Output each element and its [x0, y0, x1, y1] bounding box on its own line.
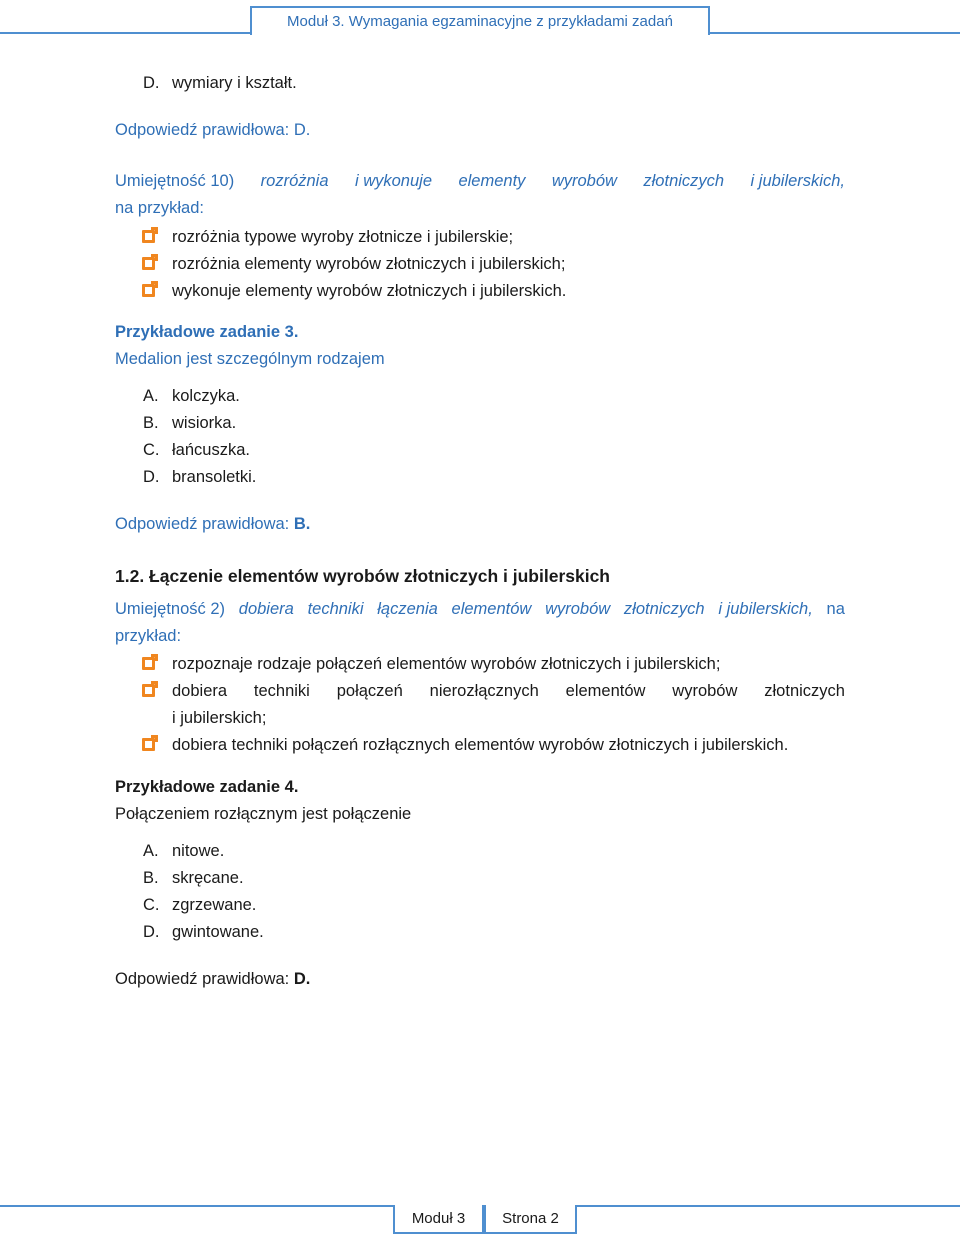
- option-letter: D.: [143, 468, 160, 486]
- task3-option: [143, 387, 240, 406]
- skill-word: wyrobów: [545, 600, 611, 618]
- task4-option: [143, 869, 244, 888]
- skill-word: techniki: [307, 600, 364, 618]
- option-letter: C.: [143, 441, 160, 459]
- task3-option: [143, 414, 236, 433]
- bullet-word: połączeń: [336, 682, 403, 700]
- skill-word: elementy: [458, 172, 526, 190]
- footer-page: Strona 2: [502, 1210, 559, 1227]
- option-text: skręcane.: [172, 869, 244, 887]
- skill10-line: [115, 172, 845, 191]
- task3-title: Przykładowe zadanie 3.: [115, 323, 299, 341]
- bullet-word: elementów: [565, 682, 646, 700]
- skill-word: na: [826, 600, 845, 618]
- option-letter: B.: [143, 869, 159, 887]
- task4-option: [143, 842, 224, 861]
- option-d: [143, 74, 297, 93]
- checkbox-bullet-icon: [142, 284, 155, 297]
- skill-word: złotniczych: [643, 172, 725, 190]
- checkbox-bullet-icon: [142, 230, 155, 243]
- option-text: kolczyka.: [172, 387, 240, 405]
- section-heading: 1.2. Łączenie elementów wyrobów złotniczych i jubilerskich: [115, 566, 610, 586]
- checkbox-bullet-icon: [142, 684, 155, 697]
- checkbox-bullet-icon: [142, 738, 155, 751]
- skill2-bullet: dobiera techniki połączeń rozłącznych elementów wyrobów złotniczych i jubilerskich.: [172, 736, 789, 754]
- task4-question: Połączeniem rozłącznym jest połączenie: [115, 805, 412, 823]
- task3-option: [143, 468, 256, 487]
- checkbox-bullet-icon: [142, 657, 155, 670]
- answer-value: B.: [293, 515, 311, 533]
- task4-title: Przykładowe zadanie 4.: [115, 778, 299, 796]
- skill10-line2: na przykład:: [115, 199, 204, 217]
- task3-option: [143, 441, 250, 460]
- bullet-word: wyrobów: [672, 682, 738, 700]
- option-letter: B.: [143, 414, 159, 432]
- skill-word: i jubilerskich,: [750, 172, 845, 190]
- skill-word: elementów: [451, 600, 532, 618]
- skill-word: dobiera: [238, 600, 294, 618]
- task4-option: [143, 923, 264, 942]
- option-text: łańcuszka.: [172, 441, 250, 459]
- skill2-line2: przykład:: [115, 627, 182, 645]
- option-text: bransoletki.: [172, 468, 257, 486]
- skill2-line: [115, 600, 845, 619]
- skill-word: rozróżnia: [260, 172, 329, 190]
- bullet-word: złotniczych: [764, 682, 845, 700]
- skill-word: i jubilerskich,: [718, 600, 813, 618]
- option-text: gwintowane.: [172, 923, 264, 941]
- skill10-bullet: wykonuje elementy wyrobów złotniczych i jubilerskich.: [172, 282, 567, 300]
- answer-line: [115, 515, 310, 534]
- option-letter: D.: [143, 923, 160, 941]
- task3-question: Medalion jest szczególnym rodzajem: [115, 350, 385, 368]
- footer-page-box: [484, 1205, 577, 1234]
- answer-line: [115, 121, 310, 140]
- answer-value: D.: [293, 121, 311, 139]
- header-title: Moduł 3. Wymagania egzaminacyjne z przykładami zadań: [287, 13, 673, 30]
- task4-option: [143, 896, 256, 915]
- option-text: nitowe.: [172, 842, 225, 860]
- skill-prefix: Umiejętność 2): [115, 600, 226, 618]
- footer-module: Moduł 3: [411, 1210, 466, 1227]
- skill2-bullet-cont: i jubilerskich;: [172, 709, 267, 727]
- skill-prefix: Umiejętność 10): [115, 172, 235, 190]
- header-tab: [250, 6, 710, 35]
- skill10-bullet: rozróżnia typowe wyroby złotnicze i jubilerskie;: [172, 228, 514, 246]
- option-letter: D.: [143, 74, 160, 92]
- bullet-word: nierozłącznych: [429, 682, 539, 700]
- checkbox-bullet-icon: [142, 257, 155, 270]
- skill2-bullet: rozpoznaje rodzaje połączeń elementów wyrobów złotniczych i jubilerskich;: [172, 655, 721, 673]
- skill-word: wyrobów: [551, 172, 617, 190]
- option-letter: A.: [143, 842, 159, 860]
- skill-word: złotniczych: [623, 600, 705, 618]
- footer-module-box: [393, 1205, 484, 1234]
- bullet-word: dobiera: [172, 682, 228, 700]
- skill-word: łączenia: [377, 600, 438, 618]
- skill-word: i wykonuje: [354, 172, 433, 190]
- option-text: wymiary i kształt.: [172, 74, 297, 92]
- answer-label: Odpowiedź prawidłowa:: [115, 970, 290, 988]
- option-letter: A.: [143, 387, 159, 405]
- answer-line: [115, 970, 310, 989]
- answer-label: Odpowiedź prawidłowa:: [115, 515, 290, 533]
- option-text: wisiorka.: [172, 414, 237, 432]
- bullet-word: techniki: [253, 682, 310, 700]
- option-letter: C.: [143, 896, 160, 914]
- skill2-bullet: [172, 682, 845, 701]
- answer-value: D.: [293, 970, 311, 988]
- option-text: zgrzewane.: [172, 896, 257, 914]
- skill10-bullet: rozróżnia elementy wyrobów złotniczych i jubilerskich;: [172, 255, 566, 273]
- answer-label: Odpowiedź prawidłowa:: [115, 121, 290, 139]
